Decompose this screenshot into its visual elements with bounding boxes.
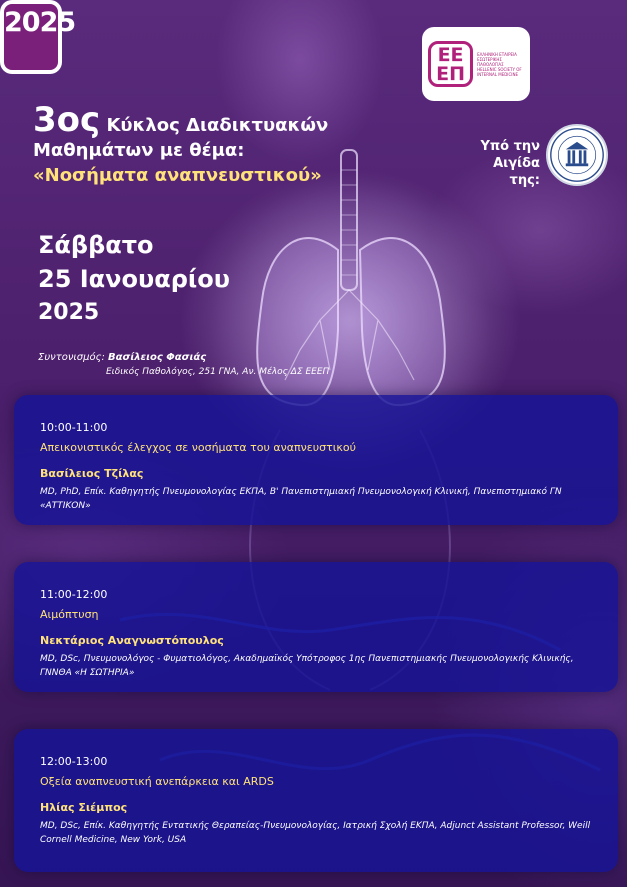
title-number: 3ος — [33, 100, 101, 140]
year-2025-badge: 2025 — [4, 4, 58, 70]
session-topic: Απεικονιστικός έλεγχος σε νοσήματα του αναπνευστικού — [40, 441, 357, 454]
session-card — [14, 395, 618, 525]
event-year: 2025 — [38, 300, 100, 325]
event-date — [38, 228, 298, 330]
coordinator — [38, 350, 329, 380]
session-topic: Αιμόπτυση — [40, 608, 99, 621]
eeep-logo — [422, 27, 530, 101]
eeep-logo-mark: ΕΕ ΕΠ — [428, 41, 473, 87]
title-line2: Μαθημάτων με θέμα: — [33, 140, 245, 161]
coordinator-role: Ειδικός Παθολόγος, 251 ΓΝΑ, Αν. Μέλος ΔΣ ΕΕΕΠ — [106, 367, 330, 377]
session-time: 10:00-11:00 — [40, 421, 108, 434]
coordinator-label: Συντονισμός: — [38, 352, 105, 363]
session-time: 12:00-13:00 — [40, 755, 108, 768]
event-day: Σάββατο — [38, 231, 154, 259]
aegis-line1: Υπό την — [480, 139, 540, 154]
coordinator-name: Βασίλειος Φασιάς — [108, 352, 207, 363]
session-speaker: Ηλίας Σιέμπος — [40, 801, 128, 814]
title-topic: «Νοσήματα αναπνευστικού» — [33, 165, 322, 186]
eeep-logo-text: ΕΛΛΗΝΙΚΗ ΕΤΑΙΡΕΙΑ ΕΣΩΤΕΡΙΚΗΣ ΠΑΘΟΛΟΓΙΑΣ HELLENIC SOCIETY OF INTERNAL MEDICINE — [477, 51, 522, 77]
session-time: 11:00-12:00 — [40, 588, 108, 601]
page-title — [33, 100, 363, 188]
event-day-month: 25 Ιανουαρίου — [38, 265, 230, 293]
session-speaker: Βασίλειος Τζίλας — [40, 467, 144, 480]
aegis-label — [466, 138, 540, 189]
session-card — [14, 562, 618, 692]
session-affiliation: MD, DSc, Πνευμονολόγος - Φυματιολόγος, Ακαδημαϊκός Υπότροφος 1ης Πανεπιστημιακής Πνευμονολογικής Κλινικής, ΓΝΝΘΑ «Η ΣΩΤΗΡΙΑ» — [40, 654, 574, 678]
title-line1: Κύκλος Διαδικτυακών — [106, 115, 329, 136]
session-card — [14, 729, 618, 872]
session-affiliation: MD, PhD, Επίκ. Καθηγητής Πνευμονολογίας ΕΚΠΑ, Β' Πανεπιστημιακή Πνευμονολογική Κλινική, Πανεπιστημιακό ΓΝ «ΑΤΤΙΚΟΝ» — [40, 487, 562, 511]
session-affiliation: MD, DSc, Επίκ. Καθηγητής Εντατικής Θεραπείας-Πνευμονολογίας, Ιατρική Σχολή ΕΚΠΑ, Adjunct Assistant Professor, Weill Cornell Medicine, New York, USA — [40, 821, 591, 845]
university-seal-logo — [546, 124, 608, 186]
session-speaker: Νεκτάριος Αναγνωστόπουλος — [40, 634, 224, 647]
session-topic: Οξεία αναπνευστική ανεπάρκεια και ARDS — [40, 775, 274, 788]
aegis-line2: Αιγίδα της: — [493, 156, 540, 188]
